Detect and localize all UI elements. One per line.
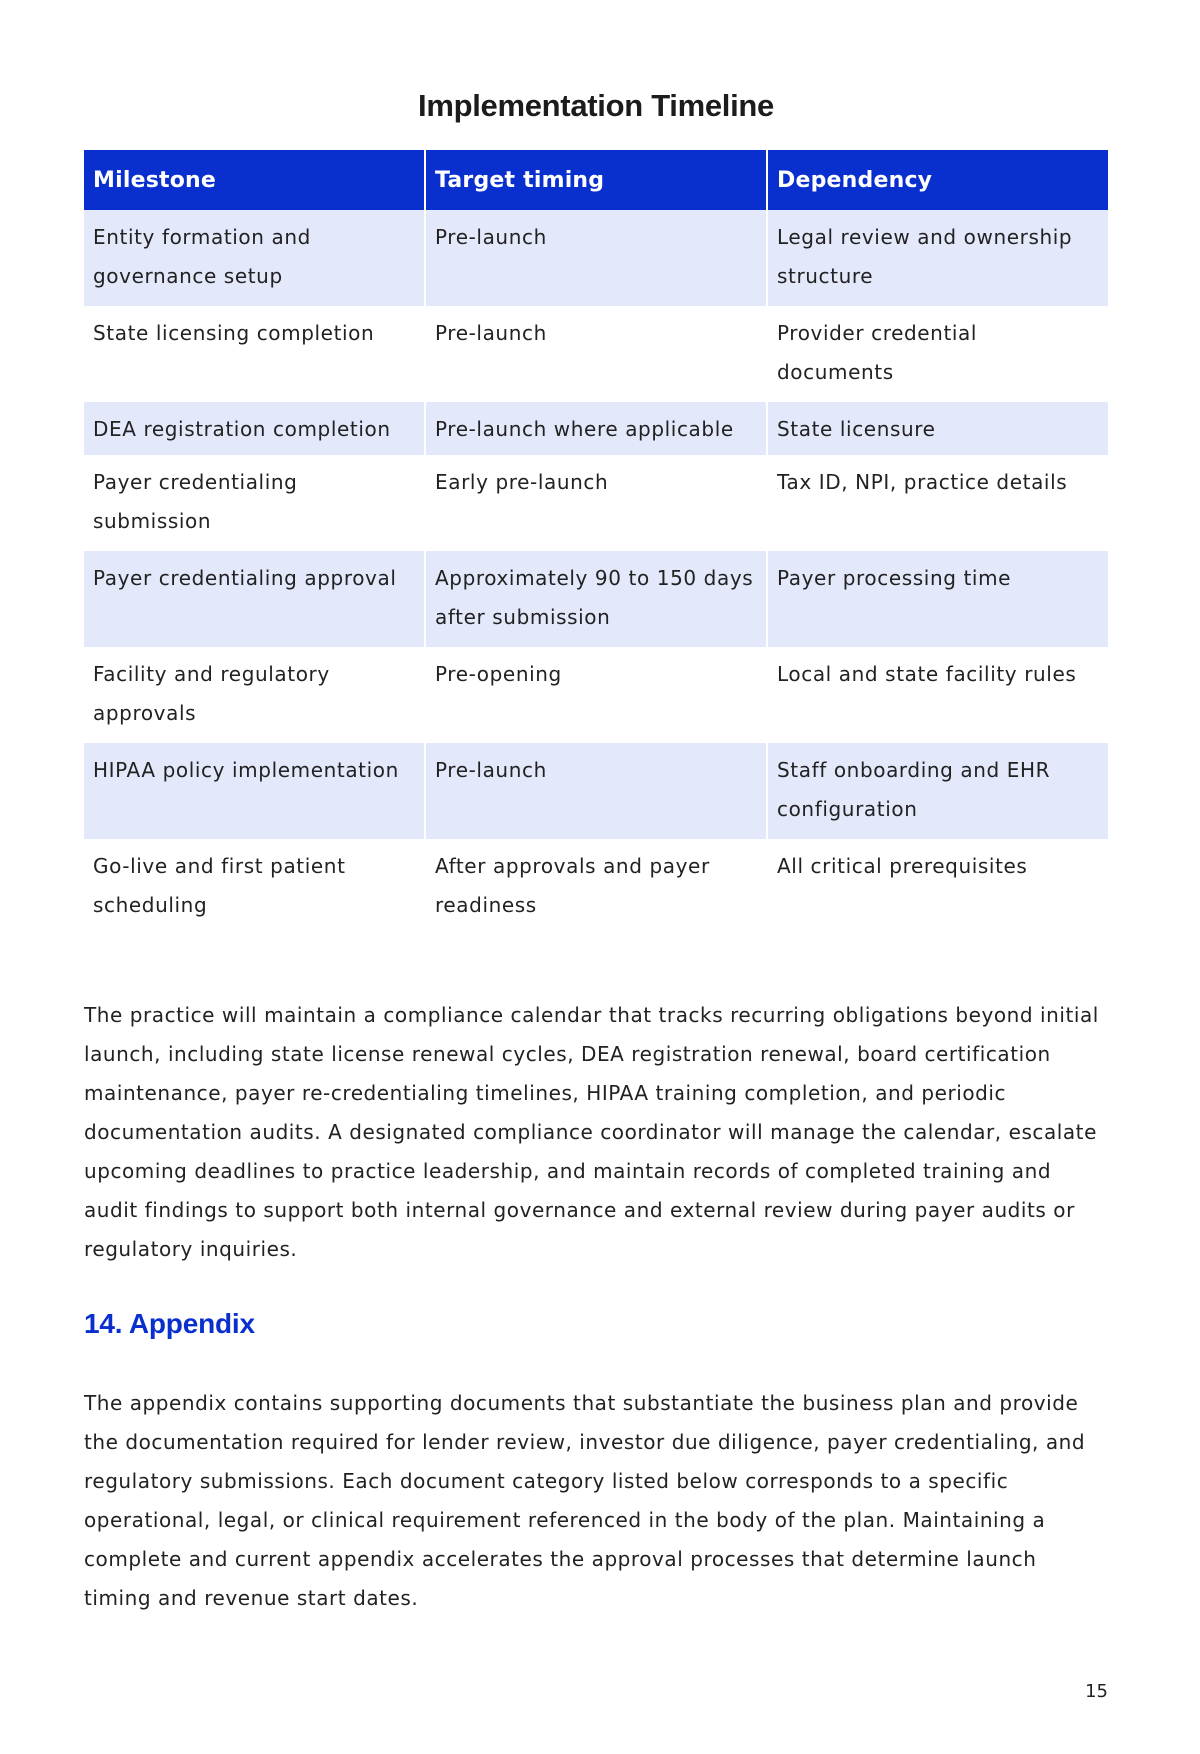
table-row — [84, 551, 1108, 647]
dependency-cell: Tax ID, NPI, practice details — [777, 470, 1068, 494]
table-row — [84, 743, 1108, 839]
page-number: 15 — [1085, 1681, 1108, 1702]
milestone-cell: Go-live and first patient scheduling — [84, 839, 425, 935]
table-row — [84, 402, 1108, 455]
target-timing-cell: Pre-opening — [425, 647, 767, 743]
target-timing-cell: Pre-launch — [425, 306, 767, 402]
target-timing-cell: Pre-launch — [425, 743, 767, 839]
table-row — [84, 647, 1108, 743]
column-header-dependency: Dependency — [767, 150, 1108, 210]
milestone-cell: DEA registration completion — [84, 402, 425, 455]
target-timing-cell: Early pre-launch — [425, 455, 767, 551]
milestone-cell: HIPAA policy implementation — [84, 743, 425, 839]
dependency-cell: All critical prerequisites — [777, 854, 1028, 878]
dependency-cell: Local and state facility rules — [777, 662, 1077, 686]
target-timing-cell: Pre-launch — [425, 210, 767, 306]
table-row — [84, 839, 1108, 935]
table-row — [84, 210, 1108, 306]
dependency-cell: State licensure — [767, 402, 1108, 455]
dependency-cell: Staff onboarding and EHR configuration — [767, 743, 1108, 839]
table-header-row — [84, 150, 1108, 210]
milestone-cell: State licensing completion — [84, 306, 425, 402]
dependency-cell: Payer processing time — [767, 551, 1108, 647]
section-heading-appendix: 14. Appendix — [84, 1308, 255, 1339]
column-header-target-timing: Target timing — [425, 150, 767, 210]
milestone-cell: Payer credentialing approval — [84, 551, 425, 647]
milestone-cell: Payer credentialing submission — [84, 455, 425, 551]
table-row — [84, 455, 1108, 551]
compliance-calendar-paragraph: The practice will maintain a compliance calendar that tracks recurring obligations beyond initial launch, including state license renewal cycles, DEA registration renewal, board certification maintenance, payer re-credentialing timelines, HIPAA training completion, and periodic documentation audits. A designated compliance coordinator will manage the calendar, escalate upcoming deadlines to practice leadership, and maintain records of completed training and audit findings to support both internal governance and external review during payer audits or regulatory inquiries. — [84, 1003, 1099, 1261]
table-row — [84, 306, 1108, 402]
column-header-milestone: Milestone — [84, 150, 425, 210]
dependency-cell: Provider credential documents — [777, 321, 978, 384]
table-title: Implementation Timeline — [418, 88, 774, 123]
milestone-cell: Facility and regulatory approvals — [84, 647, 425, 743]
appendix-intro-paragraph: The appendix contains supporting documents that substantiate the business plan and provide the documentation required for lender review, investor due diligence, payer credentialing, and regulatory submissions. Each document category listed below corresponds to a specific operational, legal, or clinical requirement referenced in the body of the plan. Maintaining a complete and current appendix accelerates the approval processes that determine launch timing and revenue start dates. — [84, 1391, 1086, 1610]
dependency-cell: Legal review and ownership structure — [767, 210, 1108, 306]
implementation-timeline-table — [84, 150, 1108, 935]
milestone-cell: Entity formation and governance setup — [84, 210, 425, 306]
target-timing-cell: Approximately 90 to 150 days after submission — [425, 551, 767, 647]
target-timing-cell: After approvals and payer readiness — [425, 839, 767, 935]
target-timing-cell: Pre-launch where applicable — [425, 402, 767, 455]
